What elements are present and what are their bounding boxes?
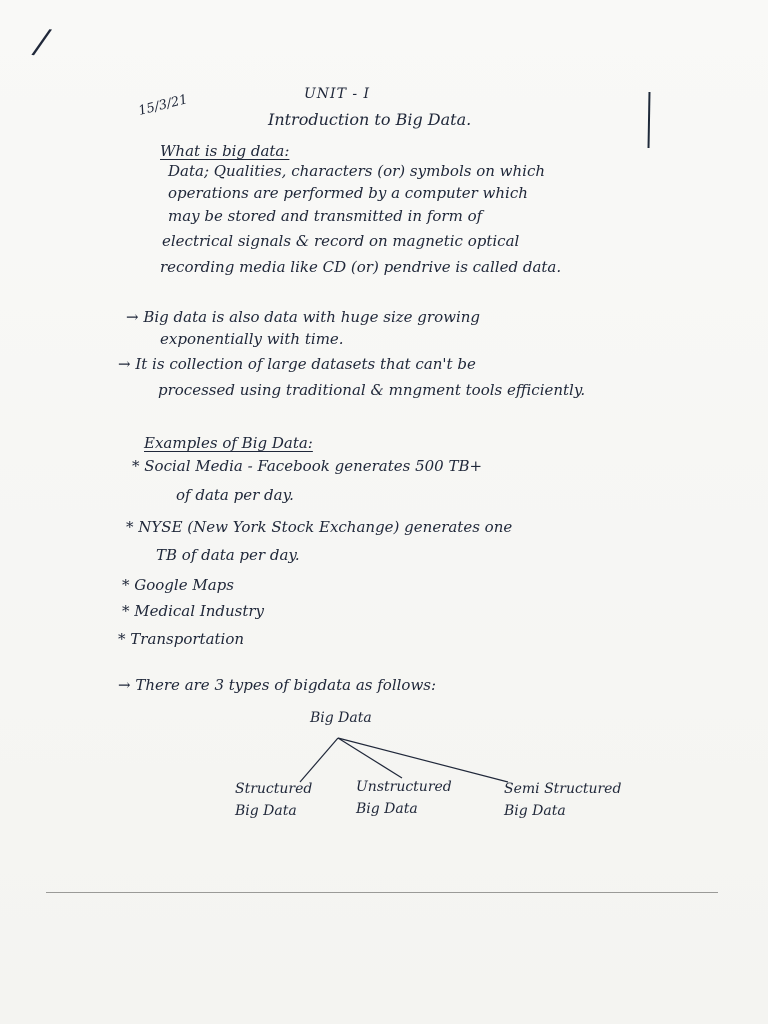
branch-label-line2: Big Data xyxy=(235,803,297,819)
example-item: * Social Media - Facebook generates 500 TB+ xyxy=(132,457,483,475)
section-heading-what-is-big-data: What is big data: xyxy=(160,142,290,160)
example-item: * Transportation xyxy=(118,630,245,648)
definition-line: electrical signals & record on magnetic optical xyxy=(162,232,520,250)
example-item: * Medical Industry xyxy=(122,602,265,620)
margin-slash-mark: / xyxy=(33,21,51,63)
examples-heading: Examples of Big Data: xyxy=(144,434,313,452)
definition-line: recording media like CD (or) pendrive is called data. xyxy=(160,258,562,276)
diagram-root-label: Big Data xyxy=(310,710,372,726)
definition-line: Data; Qualities, characters (or) symbols on which xyxy=(168,162,546,180)
example-item: of data per day. xyxy=(176,486,294,504)
branch-label-line1: Structured xyxy=(235,781,313,797)
branch-label-line1: Semi Structured xyxy=(504,781,622,797)
point-line: → Big data is also data with huge size growing xyxy=(126,308,481,326)
diagram-branch-semi-structured xyxy=(504,778,621,822)
example-item: TB of data per day. xyxy=(156,546,300,564)
page-bottom-rule xyxy=(46,892,718,893)
definition-line: may be stored and transmitted in form of xyxy=(168,207,483,225)
unit-label: UNIT - I xyxy=(304,86,371,102)
page-title: Introduction to Big Data. xyxy=(268,110,472,129)
branch-line-structured xyxy=(300,738,338,782)
point-line: processed using traditional & mngment tools efficiently. xyxy=(158,381,586,399)
types-intro: → There are 3 types of bigdata as follows: xyxy=(118,676,437,694)
diagram-branch-unstructured xyxy=(356,776,452,820)
example-item: * Google Maps xyxy=(122,576,234,594)
diagram-branch-structured xyxy=(235,778,312,822)
example-item: * NYSE (New York Stock Exchange) generates one xyxy=(126,518,513,536)
definition-line: operations are performed by a computer which xyxy=(168,184,528,202)
branch-label-line2: Big Data xyxy=(504,803,566,819)
page-date: 15/3/21 xyxy=(136,92,190,119)
point-line: exponentially with time. xyxy=(160,330,344,348)
branch-label-line1: Unstructured xyxy=(356,779,452,795)
branch-line-unstructured xyxy=(338,738,402,778)
branch-label-line2: Big Data xyxy=(356,801,418,817)
point-line: → It is collection of large datasets that can't be xyxy=(118,355,476,373)
